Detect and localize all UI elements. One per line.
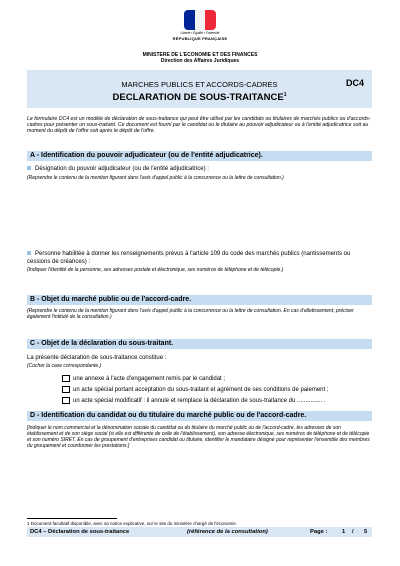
section-b-heading: B - Objet du marché public ou de l'accord-cadre. <box>27 295 372 305</box>
intro-text: Le formulaire DC4 est un modèle de déclaration de sous-traitance qui peut être utilisé par les candidats ou titulaires de marchés publics ou d'accords-cadres pour présenter un sous-traitant. Ce document est fourni par le candidat ou le titulaire au pouvoir adjudicateur ou à l'entité adjudicatrice soit au moment du dépôt de l'offre soit après le dépôt de l'offre. <box>27 116 371 135</box>
checkbox[interactable] <box>62 397 70 404</box>
title-box <box>27 70 372 108</box>
option-annexe[interactable]: une annexe à l'acte d'engagement remis par le candidat ; <box>62 375 225 382</box>
footer-ref: (référence de la consultation) <box>187 529 268 535</box>
republic-label: RÉPUBLIQUE FRANÇAISE <box>172 36 228 41</box>
bullet-icon <box>27 251 31 255</box>
footer-sep: / <box>352 529 354 535</box>
section-a-item1-hint: (Reprendre le contenu de la mention figurant dans l'avis d'appel public à la concurrence ou la lettre de consultation.) <box>27 175 284 181</box>
motto: Liberté • Égalité • Fraternité <box>180 31 220 35</box>
bullet-icon <box>27 166 31 170</box>
page-footer <box>27 527 372 537</box>
section-d-heading: D - Identification du candidat ou du titulaire du marché public ou de l'accord-cadre. <box>27 411 372 421</box>
ministry-name: MINISTERE DE L'ECONOMIE ET DES FINANCES <box>142 52 258 58</box>
section-c-lead: La présente déclaration de sous-traitance constitue : <box>27 355 167 361</box>
option-acte-modificatif[interactable]: un acte spécial modificatif : il annule et remplace la déclaration de sous-traitance du ............... . <box>62 397 325 404</box>
direction-name: Direction des Affaires Juridiques <box>160 58 240 64</box>
footer-total: 5 <box>364 529 368 535</box>
section-b-hint: (Reprendre le contenu de la mention figurant dans l'avis d'appel public à la concurrence ou la lettre de consultation. En cas d'allotissement, préciser également l'intitulé de la consultation.) <box>27 308 354 320</box>
footer-page: 1 <box>342 529 346 535</box>
republique-logo <box>172 10 228 46</box>
option-acte-special[interactable]: un acte spécial portant acceptation du sous-traitant et agrément de ses conditions de paiement ; <box>62 386 329 393</box>
checkbox[interactable] <box>62 386 70 393</box>
footnote-divider <box>27 518 117 519</box>
section-c-hint: (Cocher la case correspondante.) <box>27 363 102 369</box>
section-c-heading: C - Objet de la déclaration du sous-traitant. <box>27 339 372 349</box>
section-d-hint: [Indiquer le nom commercial et la dénomination sociale du candidat ou du titulaire du marché public ou de l'accord-cadre, les adresses de son établissement et de son siège social (si elle est différente de celle de l'établissement), son adresse électronique, ses numéros de téléphone et de télécopie et son numéro SIRET. En cas de groupement d'entreprises candidat ou titulaire, identifier le mandataire désigné pour représenter l'ensemble des membres du groupement et coordonner les prestations.] <box>27 425 370 449</box>
footnote: 1 Document facultatif disponible, avec sa notice explicative, sur le site du ministère chargé de l'économie. <box>27 521 237 526</box>
footnote-ref: 1 <box>283 92 287 98</box>
page-title: DECLARATION DE SOUS-TRAITANCE$^1$ <box>112 92 287 104</box>
marianne-flag-icon <box>184 10 216 30</box>
section-a-item2-hint: (Indiquer l'identité de la personne, ses adresses postale et électronique, ses numéros de téléphone et de télécopie.) <box>27 267 284 273</box>
section-a-heading: A - Identification du pouvoir adjudicateur (ou de l'entité adjudicatrice). <box>27 151 372 161</box>
checkbox[interactable] <box>62 375 70 382</box>
footer-page-label: Page : <box>310 529 328 535</box>
section-a-item2: Personne habilitée à donner les renseignements prévus à l'article 109 du code des marchés publics (nantissements ou cessions de créances) : <box>27 251 351 265</box>
form-code: DC4 <box>345 78 364 88</box>
footer-doc: DC4 – Déclaration de sous-traitance <box>30 529 130 535</box>
section-a-item1: Désignation du pouvoir adjudicateur (ou de l'entité adjudicatrice) : <box>27 166 372 174</box>
title-line1: MARCHES PUBLICS ET ACCORDS-CADRES <box>121 80 278 89</box>
